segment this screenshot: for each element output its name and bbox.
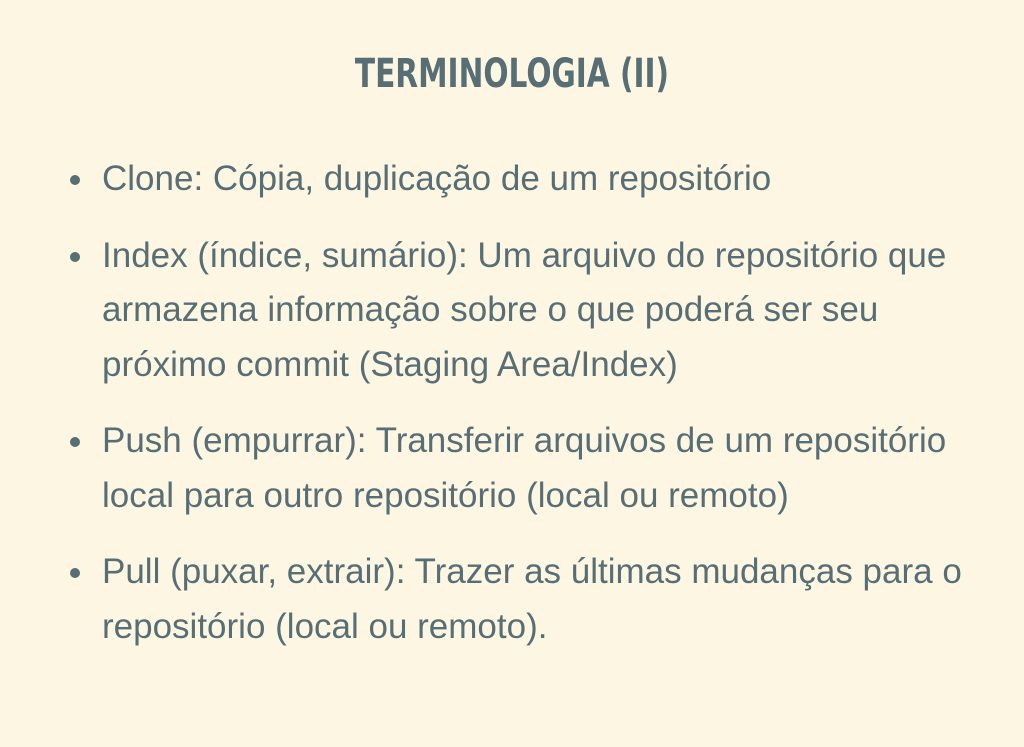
bullet-list xyxy=(60,152,1000,676)
bullet-item-push xyxy=(60,414,1000,523)
bullet-item-clone xyxy=(60,152,1000,207)
bullet-item-index xyxy=(60,229,1000,393)
slide-title: TERMINOLOGIA (II) xyxy=(354,51,670,97)
bullet-text: Clone: Cópia, duplicação de um repositório xyxy=(102,159,772,198)
bullet-item-pull xyxy=(60,545,1000,654)
bullet-dot-icon xyxy=(70,437,80,447)
bullet-dot-icon xyxy=(70,252,80,262)
bullet-dot-icon xyxy=(70,568,80,578)
bullet-text: Push (empurrar): Transferir arquivos de um repositório local para outro repositório (local ou remoto) xyxy=(102,421,947,515)
bullet-dot-icon xyxy=(70,175,80,185)
bullet-text: Index (índice, sumário): Um arquivo do repositório que armazena informação sobre o que poderá ser seu próximo commit (Staging Area/Index) xyxy=(102,235,947,384)
bullet-text: Pull (puxar, extrair): Trazer as últimas mudanças para o repositório (local ou remoto). xyxy=(102,552,962,646)
